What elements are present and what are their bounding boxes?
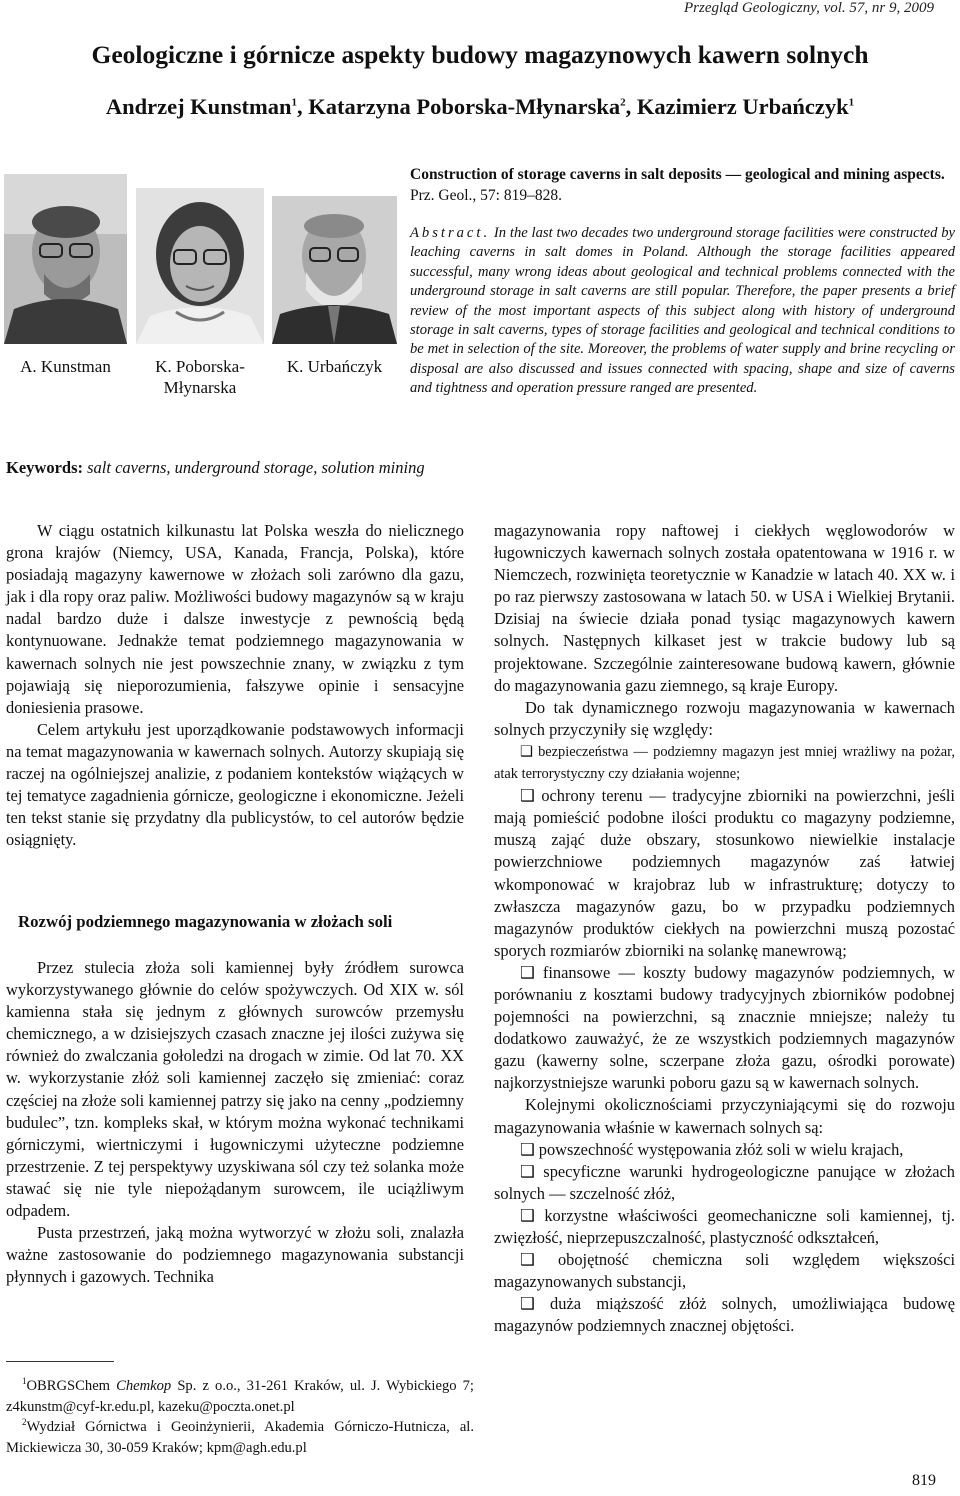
- list-item: ❑ powszechność występowania złóż soli w wielu krajach,: [520, 1139, 904, 1159]
- paragraph: magazynowania ropy naftowej i ciekłych węglowodorów w ługowniczych kawernach solnych została opatentowana w 1916 r. w Niemczech, rozwinięta teoretycznie w Kanadzie w latach 40. XX w. i po raz pierwszy zastosowana w latach 50. w USA i Wielkiej Brytanii. Dzisiaj na świecie działa ponad tysiąc magazynowych kawern solnych. Następnych kilkaset jest w trakcie budowy lub są projektowane. Szczególnie zainteresowane budową kawern, głównie do magazynowania gazu ziemnego, są kraje Europy.: [494, 521, 955, 695]
- author-affiliation: 1: [848, 96, 855, 109]
- right-column: [494, 520, 955, 1337]
- keywords: [6, 458, 425, 478]
- author-affiliation: 2: [620, 96, 626, 109]
- left-column-top: [6, 520, 464, 851]
- section-heading: Rozwój podziemnego magazynowania w złożach soli: [18, 912, 393, 931]
- left-column-bottom: [6, 957, 464, 1288]
- list-item: ❑ korzystne właściwości geomechaniczne soli kamiennej, tj. zwięzłość, nieprzepuszczalność, plastyczność odkształceń,: [494, 1205, 955, 1247]
- list-item: ❑ specyficzne warunki hydrogeologiczne panujące w złożach solnych — szczelność złóż,: [494, 1161, 955, 1203]
- footnote: $^2$Wydział Górnictwa i Geoinżynierii, Akademia Górniczo-Hutnicza, al. Mickiewicza 30, 30-059 Kraków; kpm@agh.edu.pl: [6, 1417, 474, 1456]
- page-number: 819: [912, 1472, 936, 1489]
- photo-caption: K. Urbańczyk: [286, 357, 383, 376]
- list-item: ❑ obojętność chemiczna soli względem większości magazynowanych substancji,: [494, 1250, 955, 1292]
- abstract-text: In the last two decades two underground storage facilities were constructed by leaching caverns in salt domes in Poland. Although the storage facilities appeared successful, many wrong ideas about geological and technical problems connected with the underground storage in salt caverns are still popular. Therefore, the paper presents a brief review of the most important aspects of this subject along with history of underground storage in salt caverns, types of storage facilities and geological and technical conditions to be met in selection of the site. Moreover, the problems of water supply and brine recycling or disposal are also discussed and issues connected with spacing, shape and size of caverns and tightness and operation pressure ranged are presented.: [410, 225, 955, 397]
- paragraph: Przez stulecia złoża soli kamiennej były źródłem surowca wykorzystywanego głównie do celów spożywczych. Od XIX w. sól kamienna stała się jednym z głównych surowców przemysłu chemicznego, a w dzisiejszych czasach znaczne jej ilości zużywa się również do zwalczania gołoledzi na drogach w zimie. Od lat 70. XX w. wykorzystanie złóż soli kamiennej zaczęło się zmieniać: coraz częściej na złoże soli kamiennej patrzy się jako na cenny „podziemny budulec”, tzn. kompleks skał, w którym można wykonać technikami górniczymi, wiertniczymi i ługowniczymi użyteczne podziemne przestrzenie. Z tej perspektywy uzyskiwana sól czy też solanka może stawać się nie tyle niepożądanym surowcem, ile uciążliwym odpadem.: [6, 958, 464, 1221]
- article-title: Geologiczne i górnicze aspekty budowy magazynowych kawern solnych: [91, 40, 869, 69]
- author-photo-kunstman: [4, 174, 127, 344]
- english-citation: Construction of storage caverns in salt deposits — geological and mining aspects. Prz. Geol., 57: 819–828.: [410, 166, 945, 204]
- paragraph: Celem artykułu jest uporządkowanie podstawowych informacji na temat magazynowania w kawernach solnych. Autorzy skupiają się raczej na ogólniejszej analizie, z podaniem kontekstów wiążących w tej tematyce zagadnienia górnicze, geologiczne i ekonomiczne. Jeżeli ten tekst stanie się przydatny dla publicystów, to cel autorów będzie osiągnięty.: [6, 719, 464, 850]
- abstract-label: Abstract.: [410, 225, 491, 241]
- author-photo-urbanczyk: [272, 196, 397, 344]
- list-item: ❑ bezpieczeństwa — podziemny magazyn jest mniej wrażliwy na pożar, atak terrorystyczny czy działania wojenne;: [494, 743, 955, 783]
- keywords-text: salt caverns, underground storage, solution mining: [83, 458, 425, 477]
- author-name: Kazimierz Urbańczyk: [636, 94, 849, 119]
- author-list: Andrzej Kunstman$^1$, Katarzyna Poborska-Młynarska$^2$, Kazimierz Urbańczyk$^1$: [105, 94, 855, 119]
- photo-caption: A. Kunstman: [20, 357, 111, 376]
- list-item: ❑ duża miąższość złóż solnych, umożliwiająca budowę magazynów podziemnych znacznej objętości.: [494, 1294, 955, 1336]
- paragraph: Do tak dynamicznego rozwoju magazynowania w kawernach solnych przyczyniły się względy:: [494, 697, 955, 739]
- abstract: [410, 224, 955, 399]
- footnotes: [6, 1376, 474, 1458]
- author-name: Katarzyna Poborska-Młynarska: [308, 94, 621, 119]
- author-affiliation: 1: [291, 96, 297, 109]
- paragraph: Kolejnymi okolicznościami przyczyniającymi się do rozwoju magazynowania właśnie w kawernach solnych są:: [494, 1095, 955, 1137]
- keywords-label: Keywords:: [6, 458, 83, 477]
- list-item: ❑ finansowe — koszty budowy magazynów podziemnych, w porównaniu z kosztami budowy tradycyjnych zbiorników podobnej pojemności na powierzchni, są znacznie mniejsze; należy tu dodatkowo zauważyć, że ze wszystkich podziemnych magazynów gazu (kawerny solne, sczerpane złoża gazu, ośrodki porowate) najkorzystniejsze warunki poboru gazu są w kawernach solnych.: [494, 962, 955, 1093]
- author-name: Andrzej Kunstman: [105, 94, 292, 119]
- journal-header: Przegląd Geologiczny, vol. 57, nr 9, 2009: [684, 0, 934, 16]
- footnote: $^1$OBRGSChem Chemkop Sp. z o.o., 31-261 Kraków, ul. J. Wybickiego 7; z4kunstm@cyf-kr.edu.pl, kazeku@poczta.onet.pl: [6, 1376, 474, 1415]
- paragraph: W ciągu ostatnich kilkunastu lat Polska weszła do nielicznego grona krajów (Niemcy, USA, Kanada, Francja, Polska), które posiadają magazyny kawernowe w złożach soli zarówno dla gazu, jak i dla ropy oraz paliw. Możliwości budowy magazynów są w kraju nadal bardzo duże i dalsze inwestycje z pewnością będą kontynuowane. Jednakże temat podziemnego magazynowania w kawernach solnych nie jest powszechnie znany, w związku z tym pojawiają się nieporozumienia, fałszywe opinie i sensacyjne doniesienia prasowe.: [6, 521, 464, 717]
- author-photo-poborska: [136, 188, 264, 344]
- paragraph: Pusta przestrzeń, jaką można wytworzyć w złożu soli, znalazła ważne zastosowanie do podziemnego magazynowania substancji płynnych i gazowych. Technika: [6, 1223, 464, 1287]
- photo-caption: K. Poborska-Młynarska: [155, 357, 245, 397]
- list-item: ❑ ochrony terenu — tradycyjne zbiorniki na powierzchni, jeśli mają pomieścić podobne ilości produktu co magazyny podziemne, muszą zająć duże obszary, stosunkowo niewielkie instalacje powierzchniowe podziemnych magazynów zaś łatwiej wkomponować w krajobraz lub w infrastrukturę; dotyczy to zwłaszcza magazynów gazu, bo w przypadku podziemnych magazynów produktów ciekłych na powierzchni muszą pozostać sporych rozmiarów zbiorniki na solankę manewrową;: [494, 786, 955, 960]
- footnote-rule: [6, 1361, 114, 1362]
